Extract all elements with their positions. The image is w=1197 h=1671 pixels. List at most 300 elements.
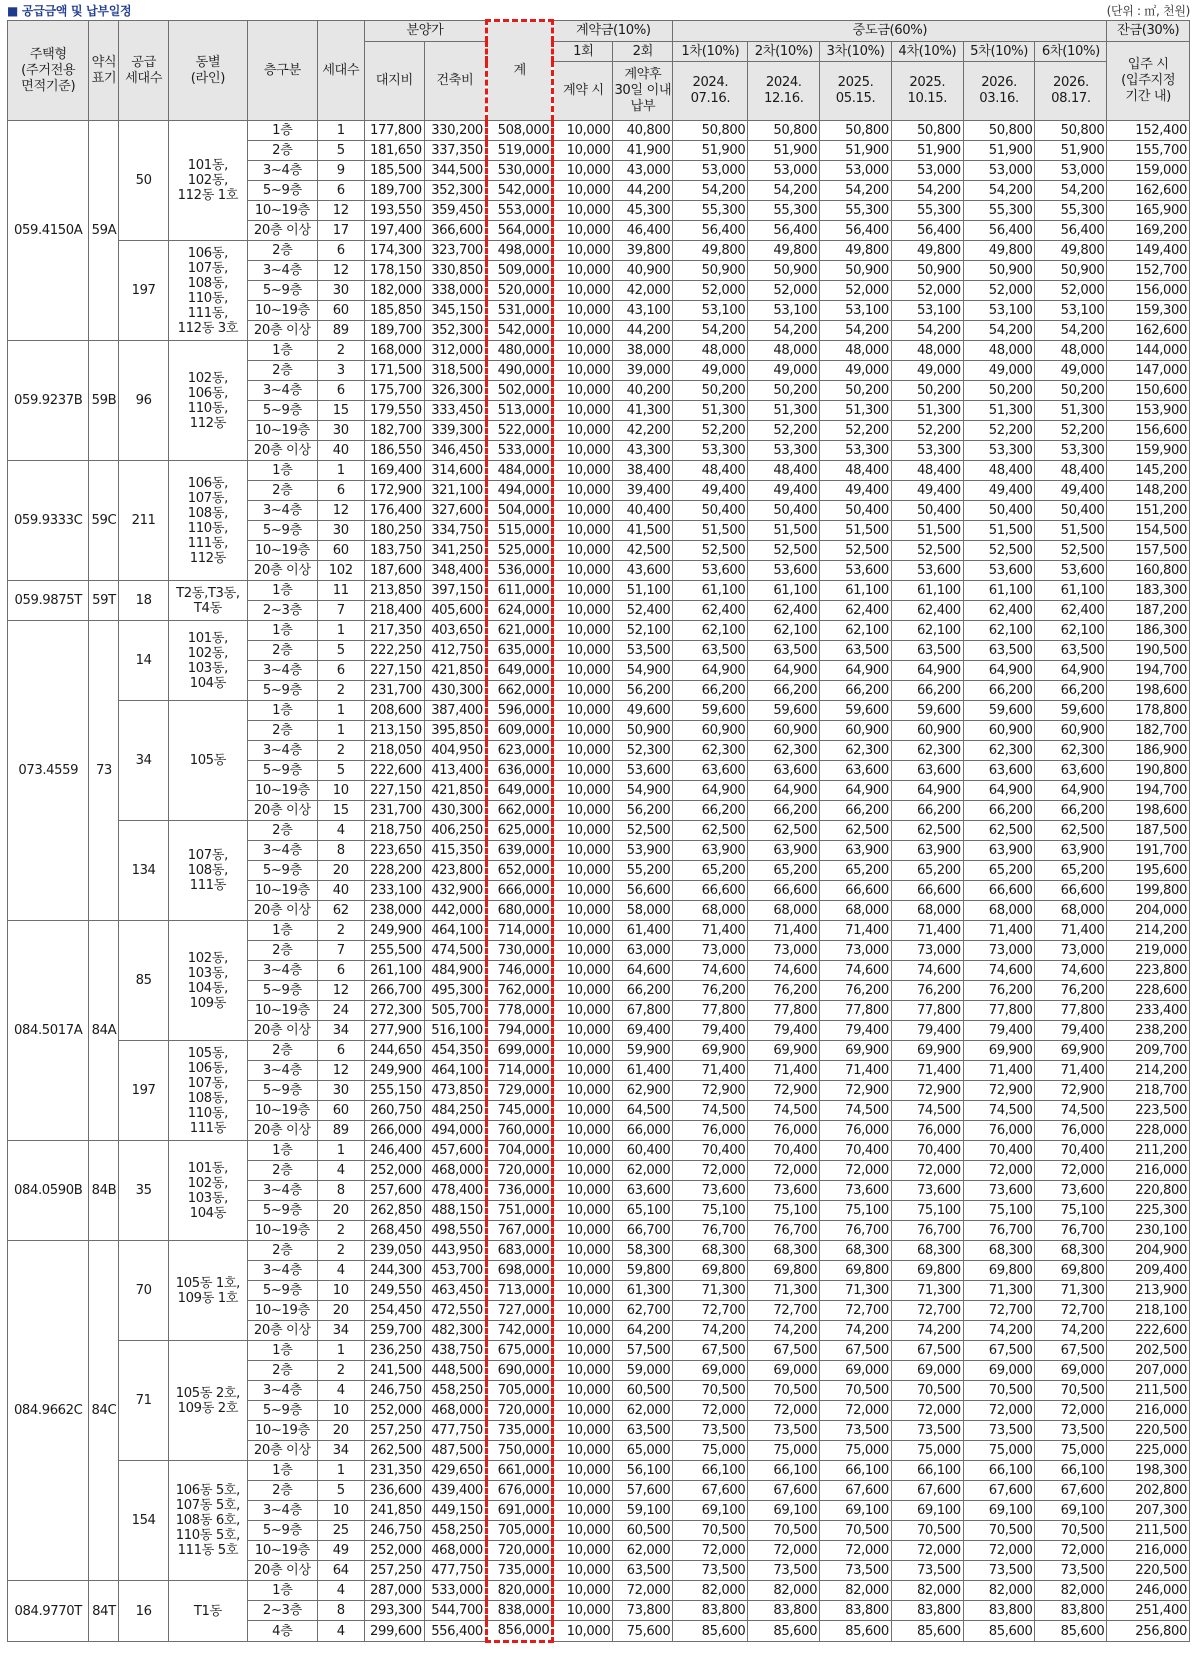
mid-payment-cell: 67,600 xyxy=(1035,1481,1107,1501)
mid-payment-cell: 53,300 xyxy=(673,441,748,461)
dong-cell: 102동, 103동, 104동, 109동 xyxy=(168,921,247,1041)
col-households: 세대수 xyxy=(317,21,364,121)
deposit2-cell: 62,700 xyxy=(613,1301,673,1321)
balance-cell: 216,000 xyxy=(1107,1161,1190,1181)
deposit1-cell: 10,000 xyxy=(553,1421,613,1441)
deposit1-cell: 10,000 xyxy=(553,1101,613,1121)
mid-payment-cell: 76,200 xyxy=(673,981,748,1001)
deposit1-cell: 10,000 xyxy=(553,1601,613,1621)
floor-cell: 20층 이상 xyxy=(248,321,318,341)
mid-payment-cell: 51,300 xyxy=(748,401,820,421)
total-cell: 705,000 xyxy=(486,1381,552,1401)
floor-cell: 2층 xyxy=(248,241,318,261)
mid-payment-cell: 62,300 xyxy=(673,741,748,761)
mid-payment-cell: 68,300 xyxy=(1035,1241,1107,1261)
balance-cell: 256,800 xyxy=(1107,1621,1190,1642)
abbr-cell: 73 xyxy=(89,621,119,921)
mid-payment-cell: 82,000 xyxy=(963,1581,1035,1601)
mid-payment-cell: 50,400 xyxy=(748,501,820,521)
households-cell: 1 xyxy=(317,621,364,641)
total-cell: 662,000 xyxy=(486,801,552,821)
mid-payment-cell: 55,300 xyxy=(820,201,892,221)
mid-payment-cell: 66,100 xyxy=(891,1461,963,1481)
total-cell: 729,000 xyxy=(486,1081,552,1101)
land-cell: 249,550 xyxy=(364,1281,424,1301)
building-cell: 448,500 xyxy=(424,1361,486,1381)
floor-cell: 1층 xyxy=(248,1581,318,1601)
mid-payment-cell: 51,300 xyxy=(891,401,963,421)
mid-payment-cell: 64,900 xyxy=(748,781,820,801)
building-cell: 516,100 xyxy=(424,1021,486,1041)
total-cell: 676,000 xyxy=(486,1481,552,1501)
mid-payment-cell: 76,700 xyxy=(820,1221,892,1241)
mid-payment-cell: 69,800 xyxy=(1035,1261,1107,1281)
building-cell: 468,000 xyxy=(424,1541,486,1561)
mid-payment-cell: 54,200 xyxy=(673,321,748,341)
households-cell: 15 xyxy=(317,401,364,421)
balance-cell: 154,500 xyxy=(1107,521,1190,541)
deposit2-cell: 44,200 xyxy=(613,181,673,201)
floor-cell: 2~3층 xyxy=(248,601,318,621)
mid-payment-cell: 69,000 xyxy=(891,1361,963,1381)
mid-payment-cell: 62,500 xyxy=(891,821,963,841)
mid-payment-cell: 72,000 xyxy=(891,1401,963,1421)
mid-payment-cell: 52,200 xyxy=(673,421,748,441)
mid-payment-cell: 69,000 xyxy=(1035,1361,1107,1381)
deposit1-cell: 10,000 xyxy=(553,1181,613,1201)
mid-payment-cell: 48,400 xyxy=(748,461,820,481)
mid-payment-cell: 85,600 xyxy=(748,1621,820,1642)
total-cell: 522,000 xyxy=(486,421,552,441)
balance-cell: 220,800 xyxy=(1107,1181,1190,1201)
mid-payment-cell: 73,500 xyxy=(963,1421,1035,1441)
mid-payment-cell: 73,600 xyxy=(1035,1181,1107,1201)
balance-cell: 230,100 xyxy=(1107,1221,1190,1241)
mid-payment-cell: 82,000 xyxy=(673,1581,748,1601)
table-row xyxy=(8,621,1190,641)
mid-payment-cell: 68,300 xyxy=(820,1241,892,1261)
households-cell: 20 xyxy=(317,1421,364,1441)
building-cell: 344,500 xyxy=(424,161,486,181)
mid-payment-cell: 48,400 xyxy=(820,461,892,481)
mid-payment-cell: 68,000 xyxy=(748,901,820,921)
mid-payment-cell: 63,900 xyxy=(748,841,820,861)
supply-cell: 211 xyxy=(119,461,168,581)
deposit2-cell: 59,800 xyxy=(613,1261,673,1281)
total-cell: 720,000 xyxy=(486,1401,552,1421)
mid-payment-cell: 73,000 xyxy=(748,941,820,961)
mid-payment-cell: 69,900 xyxy=(673,1041,748,1061)
land-cell: 246,750 xyxy=(364,1521,424,1541)
households-cell: 89 xyxy=(317,321,364,341)
mid-payment-cell: 60,900 xyxy=(748,721,820,741)
deposit2-cell: 61,400 xyxy=(613,921,673,941)
price-schedule-page xyxy=(7,0,1190,1643)
mid-payment-cell: 67,500 xyxy=(748,1341,820,1361)
mid-payment-cell: 62,300 xyxy=(963,741,1035,761)
households-cell: 2 xyxy=(317,681,364,701)
mid-payment-cell: 68,300 xyxy=(748,1241,820,1261)
balance-cell: 198,600 xyxy=(1107,801,1190,821)
floor-cell: 20층 이상 xyxy=(248,561,318,581)
total-cell: 636,000 xyxy=(486,761,552,781)
mid-payment-cell: 67,500 xyxy=(891,1341,963,1361)
mid-payment-cell: 52,200 xyxy=(1035,421,1107,441)
balance-cell: 223,500 xyxy=(1107,1101,1190,1121)
type-cell: 084.9770T xyxy=(8,1581,89,1642)
mid-payment-cell: 60,900 xyxy=(820,721,892,741)
mid-payment-cell: 74,600 xyxy=(673,961,748,981)
mid-payment-cell: 56,400 xyxy=(748,221,820,241)
deposit2-cell: 38,000 xyxy=(613,341,673,361)
total-cell: 720,000 xyxy=(486,1541,552,1561)
deposit1-cell: 10,000 xyxy=(553,981,613,1001)
mid-payment-cell: 51,300 xyxy=(1035,401,1107,421)
building-cell: 495,300 xyxy=(424,981,486,1001)
total-cell: 720,000 xyxy=(486,1161,552,1181)
floor-cell: 10~19층 xyxy=(248,1001,318,1021)
mid-payment-cell: 76,200 xyxy=(963,981,1035,1001)
balance-cell: 222,600 xyxy=(1107,1321,1190,1341)
mid-payment-cell: 76,700 xyxy=(748,1221,820,1241)
floor-cell: 10~19층 xyxy=(248,881,318,901)
type-cell: 084.9662C xyxy=(8,1241,89,1581)
total-cell: 762,000 xyxy=(486,981,552,1001)
supply-cell: 197 xyxy=(119,1041,168,1141)
deposit1-cell: 10,000 xyxy=(553,321,613,341)
floor-cell: 2층 xyxy=(248,481,318,501)
mid-payment-cell: 50,900 xyxy=(748,261,820,281)
mid-payment-cell: 67,600 xyxy=(820,1481,892,1501)
deposit2-cell: 63,500 xyxy=(613,1421,673,1441)
land-cell: 261,100 xyxy=(364,961,424,981)
deposit1-cell: 10,000 xyxy=(553,1001,613,1021)
mid-payment-cell: 76,000 xyxy=(891,1121,963,1141)
balance-cell: 149,400 xyxy=(1107,241,1190,261)
total-cell: 662,000 xyxy=(486,681,552,701)
deposit2-cell: 61,300 xyxy=(613,1281,673,1301)
deposit2-cell: 43,600 xyxy=(613,561,673,581)
mid-payment-cell: 62,300 xyxy=(748,741,820,761)
mid-payment-cell: 52,500 xyxy=(820,541,892,561)
mid-payment-cell: 73,000 xyxy=(1035,941,1107,961)
households-cell: 102 xyxy=(317,561,364,581)
floor-cell: 5~9층 xyxy=(248,681,318,701)
balance-cell: 214,200 xyxy=(1107,1061,1190,1081)
building-cell: 464,100 xyxy=(424,1061,486,1081)
deposit1-cell: 10,000 xyxy=(553,281,613,301)
building-cell: 412,750 xyxy=(424,641,486,661)
households-cell: 15 xyxy=(317,801,364,821)
building-cell: 458,250 xyxy=(424,1381,486,1401)
mid-payment-cell: 48,000 xyxy=(891,341,963,361)
total-cell: 525,000 xyxy=(486,541,552,561)
floor-cell: 10~19층 xyxy=(248,301,318,321)
mid-payment-cell: 69,900 xyxy=(820,1041,892,1061)
households-cell: 5 xyxy=(317,761,364,781)
mid-payment-cell: 83,800 xyxy=(820,1601,892,1621)
mid-payment-cell: 73,600 xyxy=(748,1181,820,1201)
deposit2-cell: 39,000 xyxy=(613,361,673,381)
mid-payment-cell: 64,900 xyxy=(748,661,820,681)
households-cell: 30 xyxy=(317,421,364,441)
mid-payment-cell: 64,900 xyxy=(820,781,892,801)
land-cell: 172,900 xyxy=(364,481,424,501)
balance-cell: 162,600 xyxy=(1107,181,1190,201)
total-cell: 502,000 xyxy=(486,381,552,401)
mid-payment-cell: 54,200 xyxy=(963,181,1035,201)
mid-payment-cell: 49,400 xyxy=(1035,481,1107,501)
mid-payment-cell: 56,400 xyxy=(673,221,748,241)
mid-payment-cell: 52,500 xyxy=(891,541,963,561)
mid-payment-cell: 55,300 xyxy=(673,201,748,221)
total-cell: 666,000 xyxy=(486,881,552,901)
mid-payment-cell: 71,400 xyxy=(891,921,963,941)
mid-payment-cell: 70,400 xyxy=(891,1141,963,1161)
mid-payment-cell: 55,300 xyxy=(1035,201,1107,221)
balance-cell: 246,000 xyxy=(1107,1581,1190,1601)
households-cell: 2 xyxy=(317,921,364,941)
deposit1-cell: 10,000 xyxy=(553,961,613,981)
land-cell: 213,150 xyxy=(364,721,424,741)
land-cell: 257,250 xyxy=(364,1561,424,1581)
mid-payment-cell: 54,200 xyxy=(1035,321,1107,341)
mid-payment-cell: 75,000 xyxy=(820,1441,892,1461)
mid-payment-cell: 74,600 xyxy=(891,961,963,981)
mid-payment-cell: 48,400 xyxy=(891,461,963,481)
deposit2-cell: 52,100 xyxy=(613,621,673,641)
mid-payment-cell: 71,400 xyxy=(673,1061,748,1081)
mid-payment-cell: 51,500 xyxy=(820,521,892,541)
total-cell: 520,000 xyxy=(486,281,552,301)
land-cell: 262,500 xyxy=(364,1441,424,1461)
mid-payment-cell: 63,600 xyxy=(748,761,820,781)
building-cell: 352,300 xyxy=(424,181,486,201)
land-cell: 293,300 xyxy=(364,1601,424,1621)
floor-cell: 3~4층 xyxy=(248,1381,318,1401)
mid-payment-cell: 64,900 xyxy=(673,781,748,801)
mid-payment-cell: 59,600 xyxy=(673,701,748,721)
deposit2-cell: 66,000 xyxy=(613,1121,673,1141)
mid-payment-cell: 85,600 xyxy=(891,1621,963,1642)
households-cell: 6 xyxy=(317,661,364,681)
mid-payment-cell: 56,400 xyxy=(820,221,892,241)
mid-payment-cell: 71,400 xyxy=(748,1061,820,1081)
mid-payment-cell: 75,000 xyxy=(748,1441,820,1461)
total-cell: 767,000 xyxy=(486,1221,552,1241)
floor-cell: 2층 xyxy=(248,141,318,161)
land-cell: 183,750 xyxy=(364,541,424,561)
building-cell: 423,800 xyxy=(424,861,486,881)
households-cell: 4 xyxy=(317,1581,364,1601)
mid-payment-cell: 52,500 xyxy=(748,541,820,561)
balance-cell: 251,400 xyxy=(1107,1601,1190,1621)
mid-payment-cell: 73,500 xyxy=(1035,1421,1107,1441)
mid-payment-cell: 49,400 xyxy=(673,481,748,501)
total-cell: 639,000 xyxy=(486,841,552,861)
floor-cell: 3~4층 xyxy=(248,661,318,681)
floor-cell: 2~3층 xyxy=(248,1601,318,1621)
balance-cell: 216,000 xyxy=(1107,1541,1190,1561)
land-cell: 227,150 xyxy=(364,781,424,801)
deposit2-cell: 42,500 xyxy=(613,541,673,561)
mid-payment-cell: 71,300 xyxy=(820,1281,892,1301)
mid-payment-cell: 51,300 xyxy=(673,401,748,421)
floor-cell: 3~4층 xyxy=(248,501,318,521)
building-cell: 359,450 xyxy=(424,201,486,221)
mid-payment-cell: 62,400 xyxy=(748,601,820,621)
floor-cell: 5~9층 xyxy=(248,1081,318,1101)
mid-payment-cell: 48,400 xyxy=(673,461,748,481)
households-cell: 20 xyxy=(317,861,364,881)
deposit1-cell: 10,000 xyxy=(553,461,613,481)
mid-payment-cell: 71,300 xyxy=(748,1281,820,1301)
building-cell: 314,600 xyxy=(424,461,486,481)
mid-payment-cell: 66,600 xyxy=(673,881,748,901)
deposit1-cell: 10,000 xyxy=(553,1521,613,1541)
deposit1-cell: 10,000 xyxy=(553,121,613,141)
total-cell: 699,000 xyxy=(486,1041,552,1061)
mid-payment-cell: 64,900 xyxy=(891,781,963,801)
mid-payment-cell: 66,200 xyxy=(891,681,963,701)
building-cell: 484,900 xyxy=(424,961,486,981)
mid-payment-cell: 51,500 xyxy=(1035,521,1107,541)
mid-payment-cell: 66,200 xyxy=(673,801,748,821)
mid-payment-cell: 66,600 xyxy=(748,881,820,901)
balance-cell: 183,300 xyxy=(1107,581,1190,601)
mid-payment-cell: 73,600 xyxy=(673,1181,748,1201)
mid-payment-cell: 48,000 xyxy=(1035,341,1107,361)
mid-payment-cell: 70,400 xyxy=(963,1141,1035,1161)
land-cell: 238,000 xyxy=(364,901,424,921)
building-cell: 477,750 xyxy=(424,1421,486,1441)
floor-cell: 5~9층 xyxy=(248,1281,318,1301)
table-row xyxy=(8,701,1190,721)
deposit2-cell: 62,900 xyxy=(613,1081,673,1101)
land-cell: 246,400 xyxy=(364,1141,424,1161)
floor-cell: 3~4층 xyxy=(248,1181,318,1201)
deposit1-cell: 10,000 xyxy=(553,561,613,581)
mid-payment-cell: 71,400 xyxy=(891,1061,963,1081)
floor-cell: 5~9층 xyxy=(248,1201,318,1221)
col-type: 주택형 (주거전용 면적기준) xyxy=(8,21,89,121)
table-row xyxy=(8,581,1190,601)
mid-payment-cell: 72,000 xyxy=(748,1161,820,1181)
dong-cell: 106동, 107동, 108동, 110동, 111동, 112동 xyxy=(168,461,247,581)
mid-payment-cell: 53,000 xyxy=(963,161,1035,181)
mid-payment-cell: 76,700 xyxy=(1035,1221,1107,1241)
abbr-cell: 84A xyxy=(89,921,119,1141)
table-row xyxy=(8,1241,1190,1261)
deposit2-cell: 64,200 xyxy=(613,1321,673,1341)
mid-payment-cell: 51,900 xyxy=(1035,141,1107,161)
mid-payment-cell: 64,900 xyxy=(963,781,1035,801)
col-dep2-when: 계약후 30일 이내 납부 xyxy=(613,62,673,121)
land-cell: 177,800 xyxy=(364,121,424,141)
supply-cell: 70 xyxy=(119,1241,168,1341)
total-cell: 794,000 xyxy=(486,1021,552,1041)
mid-payment-cell: 72,000 xyxy=(673,1401,748,1421)
deposit2-cell: 73,800 xyxy=(613,1601,673,1621)
land-cell: 260,750 xyxy=(364,1101,424,1121)
households-cell: 1 xyxy=(317,721,364,741)
deposit1-cell: 10,000 xyxy=(553,201,613,221)
mid-payment-cell: 48,400 xyxy=(963,461,1035,481)
households-cell: 10 xyxy=(317,781,364,801)
mid-payment-cell: 54,200 xyxy=(820,321,892,341)
mid-payment-cell: 62,500 xyxy=(820,821,892,841)
total-cell: 690,000 xyxy=(486,1361,552,1381)
deposit1-cell: 10,000 xyxy=(553,181,613,201)
mid-payment-cell: 52,000 xyxy=(748,281,820,301)
deposit2-cell: 60,500 xyxy=(613,1381,673,1401)
households-cell: 34 xyxy=(317,1021,364,1041)
mid-payment-cell: 69,800 xyxy=(820,1261,892,1281)
floor-cell: 3~4층 xyxy=(248,381,318,401)
total-cell: 745,000 xyxy=(486,1101,552,1121)
mid-payment-cell: 62,100 xyxy=(748,621,820,641)
deposit2-cell: 43,300 xyxy=(613,441,673,461)
mid-payment-cell: 72,700 xyxy=(963,1301,1035,1321)
mid-payment-cell: 77,800 xyxy=(748,1001,820,1021)
mid-payment-cell: 69,800 xyxy=(748,1261,820,1281)
type-cell: 059.9875T xyxy=(8,581,89,621)
floor-cell: 1층 xyxy=(248,1141,318,1161)
mid-payment-cell: 72,000 xyxy=(820,1541,892,1561)
mid-payment-cell: 48,000 xyxy=(820,341,892,361)
mid-payment-cell: 76,000 xyxy=(820,1121,892,1141)
dong-cell: 107동, 108동, 111동 xyxy=(168,821,247,921)
floor-cell: 10~19층 xyxy=(248,541,318,561)
mid-payment-cell: 69,800 xyxy=(673,1261,748,1281)
total-cell: 730,000 xyxy=(486,941,552,961)
mid-payment-cell: 66,100 xyxy=(1035,1461,1107,1481)
households-cell: 25 xyxy=(317,1521,364,1541)
building-cell: 482,300 xyxy=(424,1321,486,1341)
building-cell: 432,900 xyxy=(424,881,486,901)
households-cell: 20 xyxy=(317,1301,364,1321)
mid-payment-cell: 53,600 xyxy=(891,561,963,581)
mid-payment-cell: 69,100 xyxy=(891,1501,963,1521)
mid-payment-cell: 72,000 xyxy=(1035,1401,1107,1421)
deposit1-cell: 10,000 xyxy=(553,501,613,521)
mid-payment-cell: 67,500 xyxy=(963,1341,1035,1361)
total-cell: 490,000 xyxy=(486,361,552,381)
mid-payment-cell: 49,800 xyxy=(891,241,963,261)
building-cell: 505,700 xyxy=(424,1001,486,1021)
abbr-cell: 59B xyxy=(89,341,119,461)
land-cell: 186,550 xyxy=(364,441,424,461)
mid-payment-cell: 64,900 xyxy=(1035,781,1107,801)
mid-payment-cell: 50,900 xyxy=(820,261,892,281)
mid-payment-cell: 74,500 xyxy=(891,1101,963,1121)
mid-payment-cell: 83,800 xyxy=(673,1601,748,1621)
mid-payment-cell: 63,500 xyxy=(963,641,1035,661)
balance-cell: 159,300 xyxy=(1107,301,1190,321)
mid-payment-cell: 53,300 xyxy=(748,441,820,461)
balance-cell: 204,900 xyxy=(1107,1241,1190,1261)
mid-payment-cell: 85,600 xyxy=(963,1621,1035,1642)
mid-payment-cell: 72,000 xyxy=(1035,1161,1107,1181)
floor-cell: 3~4층 xyxy=(248,961,318,981)
land-cell: 193,550 xyxy=(364,201,424,221)
deposit1-cell: 10,000 xyxy=(553,781,613,801)
building-cell: 429,650 xyxy=(424,1461,486,1481)
mid-payment-cell: 82,000 xyxy=(820,1581,892,1601)
mid-payment-cell: 55,300 xyxy=(748,201,820,221)
total-cell: 609,000 xyxy=(486,721,552,741)
mid-payment-cell: 53,000 xyxy=(891,161,963,181)
